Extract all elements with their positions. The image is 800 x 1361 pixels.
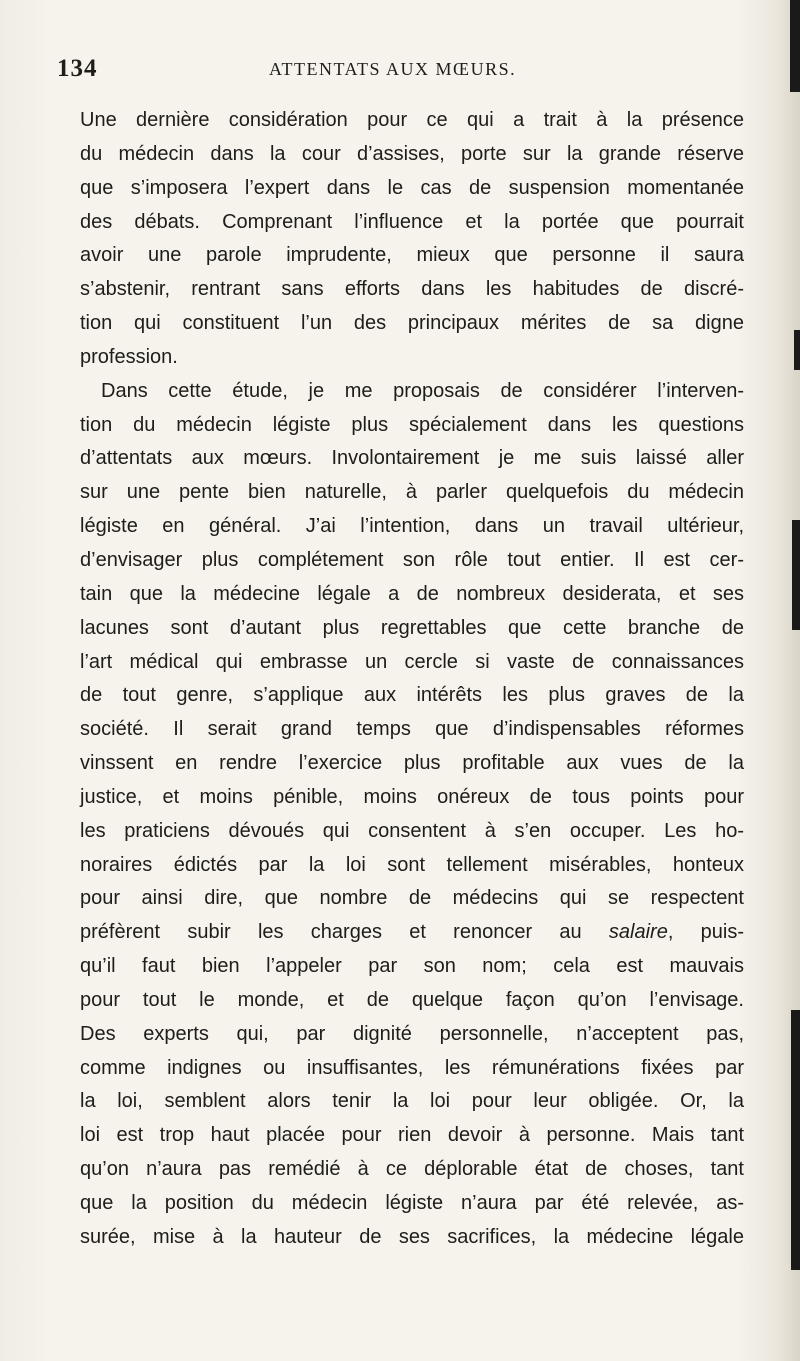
text-line: d’envisager plus complétement son rôle tout entier. Il est cer- — [80, 548, 744, 571]
text-line: qu’il faut bien l’appeler par son nom; cela est mauvais — [80, 955, 744, 978]
page-edge-mark — [794, 330, 800, 370]
text-line: Dans cette étude, je me proposais de considérer l’interven- — [101, 379, 744, 402]
text-line: d’attentats aux mœurs. Involontairement je me suis laissé aller — [80, 447, 744, 470]
text-line: tion qui constituent l’un des principaux mérites de sa digne — [80, 312, 744, 335]
text-line: les praticiens dévoués qui consentent à s’en occuper. Les ho- — [80, 819, 744, 842]
running-head — [57, 55, 757, 85]
text-line: que s’imposera l’expert dans le cas de suspension momentanée — [80, 176, 744, 199]
page-edge-mark — [792, 520, 800, 630]
text-line: Des experts qui, par dignité personnelle, n’acceptent pas, — [80, 1022, 744, 1045]
text-line: loi est trop haut placée pour rien devoir à personne. Mais tant — [80, 1124, 744, 1147]
text-line: Une dernière considération pour ce qui a trait à la présence — [80, 109, 744, 131]
text-line: tion du médecin légiste plus spécialement dans les questions — [80, 413, 744, 436]
text-line: vinssent en rendre l’exercice plus profitable aux vues de la — [80, 752, 744, 775]
text-line: que la position du médecin légiste n’aura par été relevée, as- — [80, 1192, 744, 1214]
text-line: surée, mise à la hauteur de ses sacrifices, la médecine légale — [80, 1225, 744, 1248]
text-line: des débats. Comprenant l’influence et la portée que pourrait — [80, 210, 744, 233]
page-number: 134 — [57, 55, 98, 82]
text-line: noraires édictés par la loi sont tellement misérables, honteux — [80, 853, 744, 876]
text-line: pour tout le monde, et de quelque façon qu’on l’envisage. — [80, 988, 744, 1011]
text-line: tain que la médecine légale a de nombreux desiderata, et ses — [80, 582, 744, 605]
text-line: justice, et moins pénible, moins onéreux de tous points pour — [80, 785, 744, 808]
body-text — [80, 104, 744, 1255]
text-line: avoir une parole imprudente, mieux que personne il saura — [80, 244, 744, 267]
running-title: ATTENTATS AUX MŒURS. — [269, 59, 517, 79]
text-line: comme indignes ou insuffisantes, les rémunérations fixées par — [80, 1056, 744, 1079]
text-line: l’art médical qui embrasse un cercle si vaste de connaissances — [80, 650, 744, 673]
text-line: société. Il serait grand temps que d’indispensables réformes — [80, 718, 744, 741]
text-line: profession. — [80, 345, 178, 368]
text-line: préfèrent subir les charges et renoncer au salaire, puis- — [80, 921, 745, 944]
text-line: qu’on n’aura pas remédié à ce déplorable état de choses, tant — [80, 1158, 744, 1181]
emphasized-word: salaire — [608, 921, 668, 944]
page-edge-mark-top — [790, 0, 800, 92]
text-line: la loi, semblent alors tenir la loi pour leur obligée. Or, la — [80, 1090, 744, 1113]
page-edge-mark — [791, 1010, 800, 1270]
text-line: du médecin dans la cour d’assises, porte sur la grande réserve — [80, 142, 744, 165]
text-line: légiste en général. J’ai l’intention, dans un travail ultérieur, — [80, 515, 744, 538]
text-line: sur une pente bien naturelle, à parler quelquefois du médecin — [80, 481, 744, 504]
text-line: lacunes sont d’autant plus regrettables que cette branche de — [80, 616, 744, 639]
text-line: de tout genre, s’applique aux intérêts les plus graves de la — [80, 684, 744, 707]
text-line: pour ainsi dire, que nombre de médecins qui se respectent — [80, 887, 744, 910]
text-line: s’abstenir, rentrant sans efforts dans les habitudes de discré- — [80, 278, 744, 301]
